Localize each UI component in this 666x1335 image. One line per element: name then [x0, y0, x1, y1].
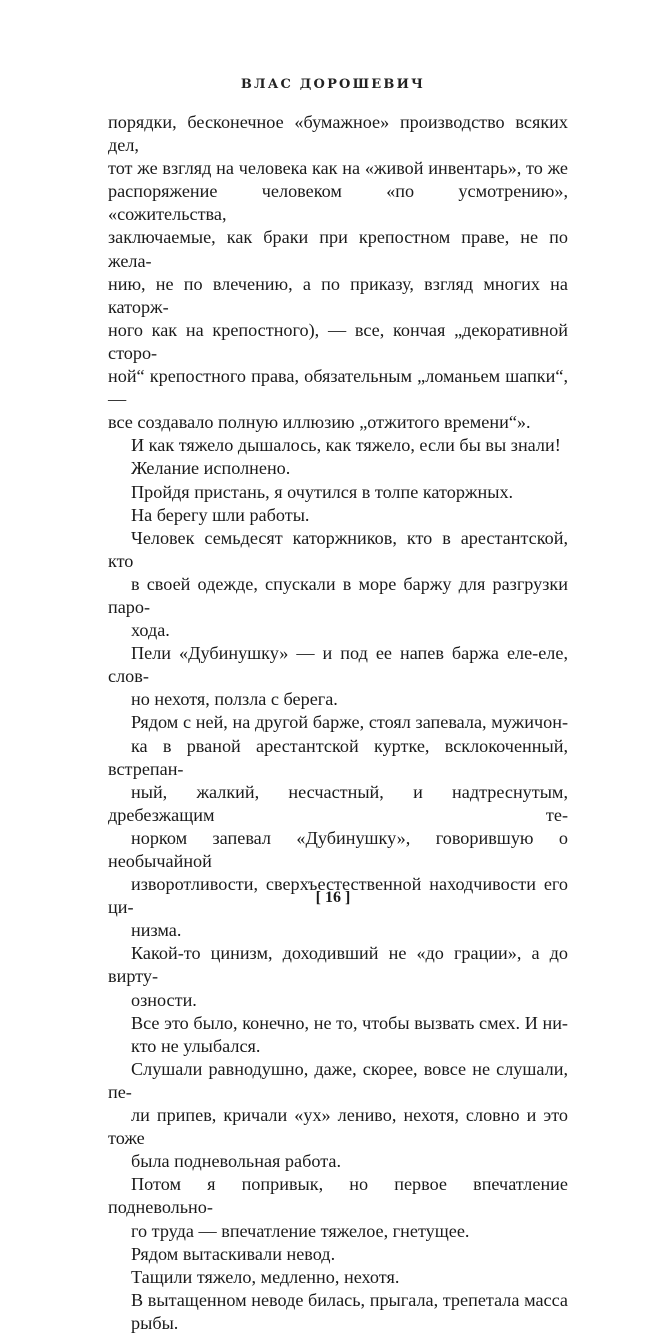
text-line: Желание исполнено. — [131, 458, 291, 479]
text-line: Все это было, конечно, не то, чтобы вызвать смех. И ни- — [131, 1012, 568, 1033]
text-line: Человек семьдесят каторжников, кто в арестантской, кто — [108, 527, 568, 571]
paragraph — [108, 504, 568, 527]
paragraph — [108, 457, 568, 480]
text-line: изворотливости, сверхъестественной находчивости его ци- — [108, 874, 568, 918]
paragraph — [108, 434, 568, 457]
paragraph — [108, 1289, 568, 1335]
text-line: низма. — [131, 920, 182, 941]
paragraph — [108, 642, 568, 711]
text-line: распоряжение человеком «по усмотрению», «сожительства, — [108, 181, 568, 225]
text-line: хода. — [131, 620, 170, 641]
text-line: ного как на крепостного), — все, кончая „декоративной сторо- — [108, 319, 568, 363]
text-line: нию, не по влечению, а по приказу, взгляд многих на каторж- — [108, 273, 568, 317]
text-line: рыбы. — [131, 1312, 179, 1333]
text-line: Пели «Дубинушку» — и под ее напев баржа еле-еле, слов- — [108, 643, 568, 687]
paragraph — [108, 1173, 568, 1242]
running-head: ВЛАС ДОРОШЕВИЧ — [240, 77, 426, 92]
text-line: Какой-то цинизм, доходивший не «до грации», а до вирту- — [108, 943, 568, 987]
text-line: ный, жалкий, несчастный, и надтреснутым, дребезжащим те- — [108, 781, 568, 825]
text-line: норком запевал «Дубинушку», говорившую о необычайной — [108, 827, 568, 871]
page-number: [ 16 ] — [315, 889, 351, 906]
paragraph — [108, 1058, 568, 1173]
text-line: но нехотя, ползла с берега. — [131, 689, 338, 710]
paragraph — [108, 1243, 568, 1266]
text-line: го труда — впечатление тяжелое, гнетущее. — [131, 1220, 470, 1241]
paragraph — [108, 111, 568, 434]
text-line: заключаемые, как браки при крепостном праве, не по жела- — [108, 227, 568, 271]
text-line: порядки, бесконечное «бумажное» производство всяких дел, — [108, 112, 568, 156]
text-line: На берегу шли работы. — [131, 504, 310, 525]
text-line: В вытащенном неводе билась, прыгала, трепетала масса — [131, 1289, 568, 1310]
paragraph — [108, 1266, 568, 1289]
text-line: тот же взгляд на человека как на «живой инвентарь», то же — [108, 158, 568, 179]
text-line: Тащили тяжело, медленно, нехотя. — [131, 1266, 400, 1287]
text-line: ной“ крепостного права, обязательным „ломаньем шапки“, — — [108, 366, 568, 410]
text-line: Рядом с ней, на другой барже, стоял запевала, мужичон- — [131, 712, 568, 733]
text-line: была подневольная работа. — [131, 1151, 341, 1172]
text-line: все создавало полную иллюзию „отжитого времени“». — [108, 412, 531, 433]
text-line: озности. — [131, 989, 197, 1010]
text-line: в своей одежде, спускали в море баржу для разгрузки паро- — [108, 573, 568, 617]
text-line: ли припев, кричали «ух» лениво, нехотя, словно и это тоже — [108, 1105, 568, 1149]
paragraph — [108, 527, 568, 642]
text-line: Рядом вытаскивали невод. — [131, 1243, 336, 1264]
text-line: кто не улыбался. — [131, 1035, 261, 1056]
text-line: И как тяжело дышалось, как тяжело, если бы вы знали! — [131, 435, 561, 456]
paragraph — [108, 1012, 568, 1058]
text-line: Пройдя пристань, я очутился в толпе каторжных. — [131, 481, 514, 502]
paragraph — [108, 942, 568, 1011]
paragraph — [108, 711, 568, 942]
text-line: ка в рваной арестантской куртке, всклокоченный, встрепан- — [108, 735, 568, 779]
text-line: Потом я попривык, но первое впечатление подневольно- — [108, 1174, 568, 1218]
paragraph — [108, 481, 568, 504]
body-text — [108, 111, 568, 1335]
text-line: Слушали равнодушно, даже, скорее, вовсе не слушали, пе- — [108, 1058, 568, 1102]
